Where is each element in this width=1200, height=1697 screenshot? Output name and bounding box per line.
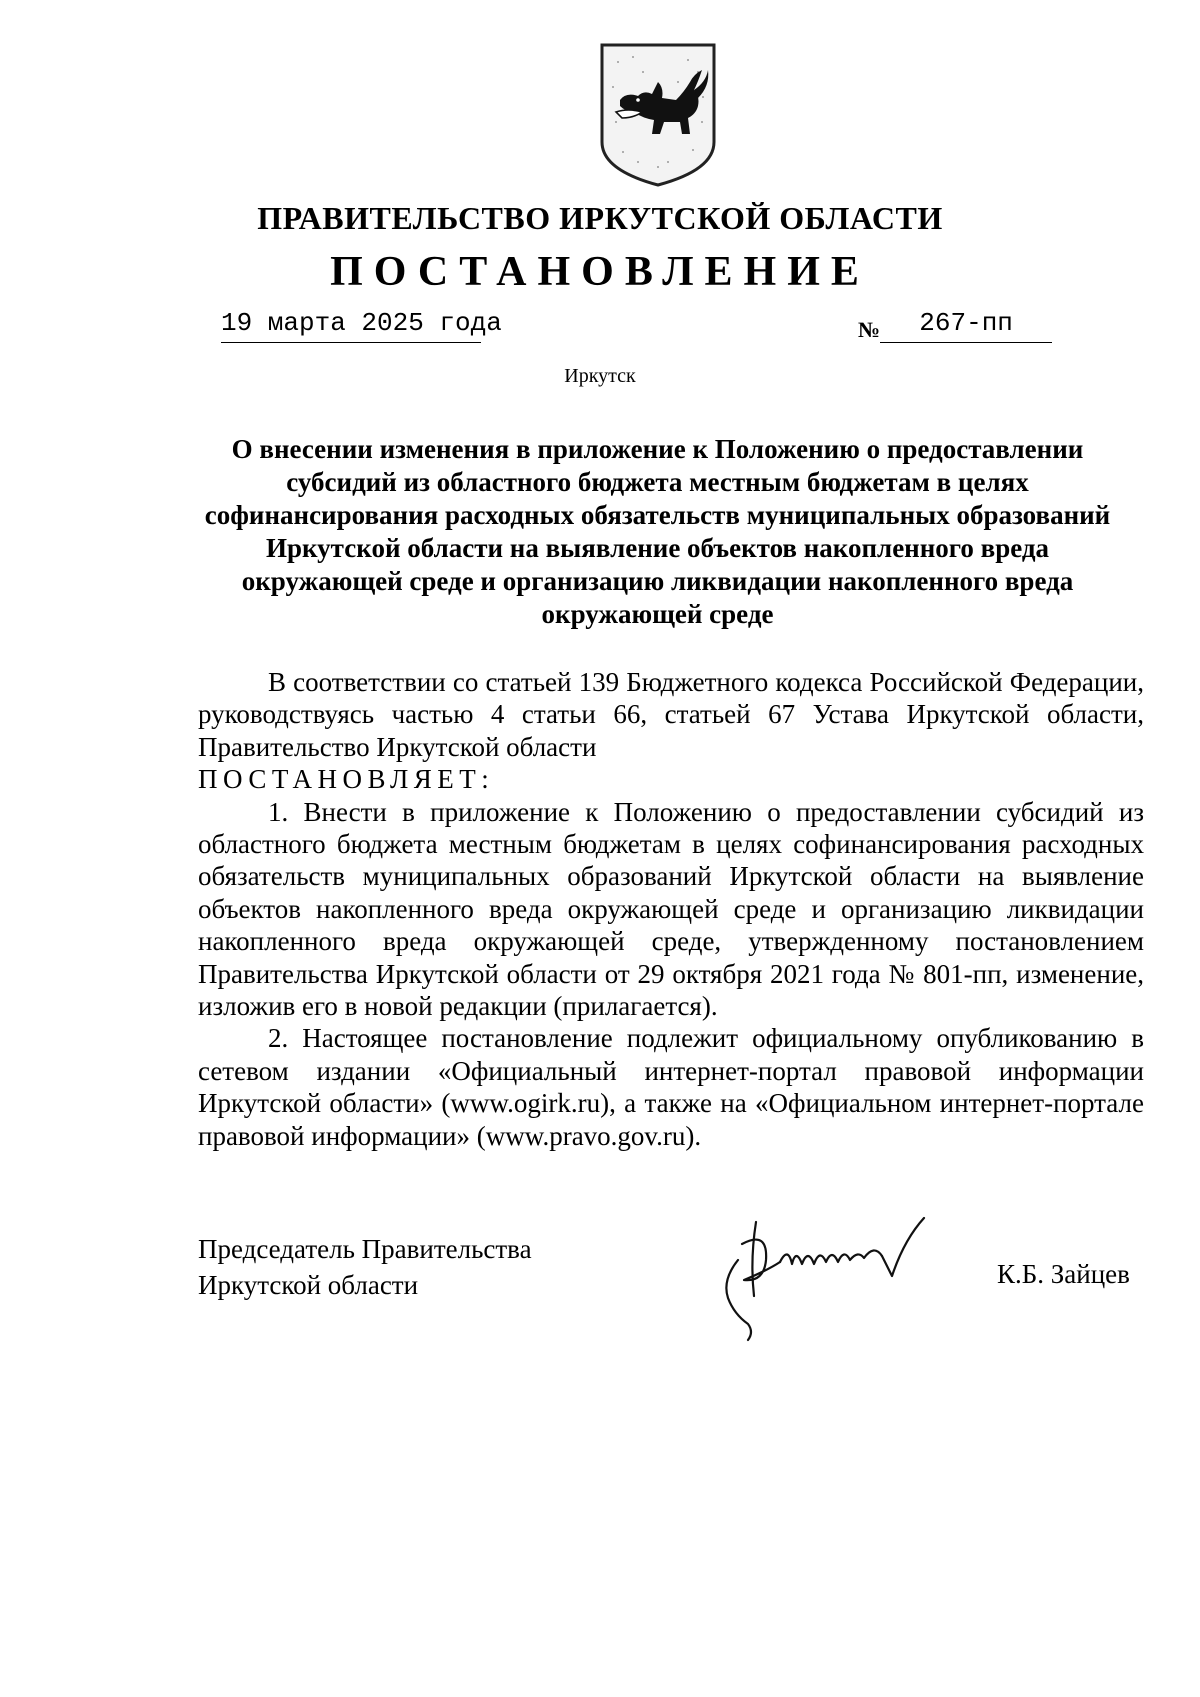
signatory-position-line-2: Иркутской области	[198, 1270, 419, 1300]
item-paragraph-2: 2. Настоящее постановление подлежит официальному опубликованию в сетевом издании «Официальный интернет-портал правовой информации Иркутской области» (www.ogirk.ru), а также на «Официальном интернет-портале правовой информации» (www.pravo.gov.ru).	[198, 1023, 1144, 1151]
government-title: ПРАВИТЕЛЬСТВО ИРКУТСКОЙ ОБЛАСТИ	[257, 200, 943, 236]
item-paragraph-1: 1. Внести в приложение к Положению о предоставлении субсидий из областного бюджета местным бюджетам в целях софинансирования расходных обязательств муниципальных образований Иркутской области на выявление объектов накопленного вреда окружающей среде и организацию ликвидации накопленного вреда окружающей среде, утвержденному постановлением Правительства Иркутской области от 29 октября 2021 года № 801-пп, изменение, изложив его в новой редакции (прилагается).	[198, 796, 1144, 1022]
number-label: №	[858, 317, 881, 342]
preamble-paragraph: В соответствии со статьей 139 Бюджетного кодекса Российской Федерации, руководствуясь частью 4 статьи 66, статьей 67 Устава Иркутской области, Правительство Иркутской области	[198, 667, 1144, 762]
document-date: 19 марта 2025 года	[221, 308, 481, 343]
document-body	[198, 666, 1144, 1152]
document-number: 267-пп	[880, 308, 1052, 343]
handwritten-signature-icon	[708, 1200, 968, 1350]
document-subject: О внесении изменения в приложение к Положению о предоставлении субсидий из областного бюджета местным бюджетам в целях софинансирования расходных обязательств муниципальных образований Иркутской области на выявление объектов накопленного вреда окружающей среде и организацию ликвидации накопленного вреда окружающей среде	[204, 434, 1111, 629]
document-type: ПОСТАНОВЛЕНИЕ	[330, 249, 870, 295]
document-number-field	[858, 308, 1058, 343]
irkutsk-coat-of-arms-icon	[598, 42, 718, 188]
signatory-position-line-1: Председатель Правительства	[198, 1234, 532, 1264]
resolves-heading: ПОСТАНОВЛЯЕТ:	[198, 764, 495, 795]
signatory-position	[198, 1231, 532, 1303]
document-city: Иркутск	[564, 365, 636, 387]
signatory-name: К.Б. Зайцев	[997, 1259, 1130, 1289]
